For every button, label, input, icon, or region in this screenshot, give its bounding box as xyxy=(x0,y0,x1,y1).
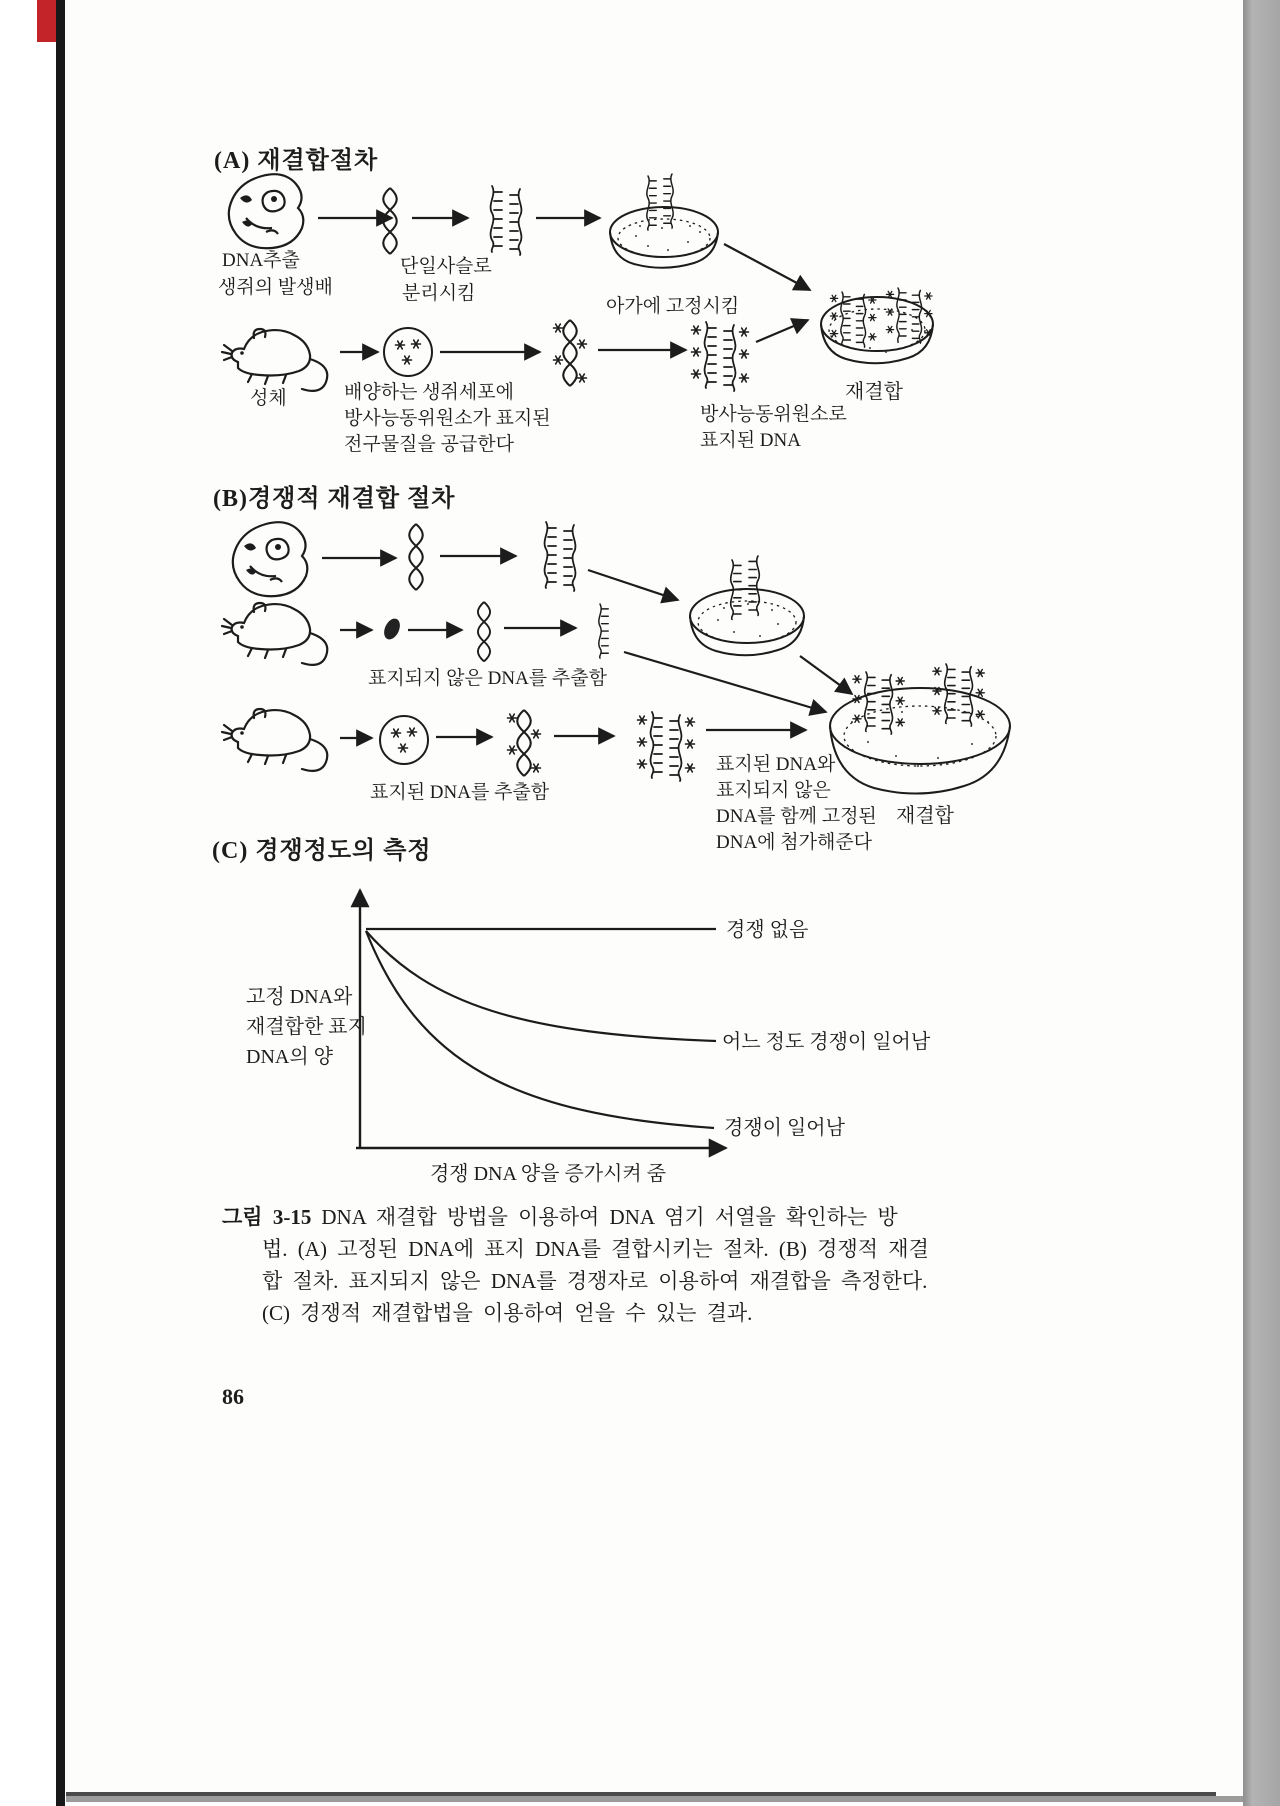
figure-caption xyxy=(222,1205,929,1325)
flow-arrow xyxy=(724,244,810,290)
page-number: 86 xyxy=(222,1384,244,1409)
unlabeled-extract-label: 표지되지 않은 DNA를 추출함 xyxy=(368,668,607,689)
dna-double-helix xyxy=(383,188,397,254)
culture-label-1: 배양하는 생쥐세포에 xyxy=(344,382,514,403)
adult-mouse-drawing xyxy=(222,603,327,665)
petri-dish-reassociation-a xyxy=(821,288,933,363)
mix-label-2: 표지되지 않은 xyxy=(716,780,831,801)
cultured-cell-with-isotope xyxy=(384,328,432,376)
labeled-cell-drawing xyxy=(380,716,428,764)
curve-label-some: 어느 정도 경쟁이 일어남 xyxy=(722,1031,931,1053)
flow-arrow xyxy=(756,320,808,342)
single-strand-label-1: 단일사슬로 xyxy=(400,256,492,277)
x-axis-label: 경쟁 DNA 양을 증가시켜 줌 xyxy=(429,1163,667,1185)
labeled-dna-helix xyxy=(554,320,587,386)
mix-label-4: DNA에 첨가해준다 xyxy=(716,832,873,853)
y-axis-label-3: DNA의 양 xyxy=(246,1046,333,1068)
labeled-single-strands xyxy=(638,712,695,781)
curve-label-none: 경쟁 없음 xyxy=(726,919,809,941)
labeled-extract-label: 표지된 DNA를 추출함 xyxy=(370,782,550,803)
caption-line-2: 법. (A) 고정된 DNA에 표지 DNA를 결합시키는 절차. (B) 경쟁적 재결 xyxy=(262,1237,929,1261)
adult-mouse-drawing xyxy=(222,709,327,771)
dna-double-helix xyxy=(478,602,490,661)
dna-double-helix xyxy=(409,524,423,590)
agar-label: 아가에 고정시킴 xyxy=(606,296,740,317)
single-strand-dna xyxy=(545,522,576,591)
embryo-label-2: 생쥐의 발생배 xyxy=(218,277,333,298)
section-b-heading: (B)경쟁적 재결합 절차 xyxy=(213,486,456,512)
reassociation-label-b: 재결합 xyxy=(896,805,954,827)
petri-dish-fixed-b xyxy=(690,556,804,655)
section-a-heading: (A) 재결합절차 xyxy=(214,148,379,174)
embryo-label-1: DNA추출 xyxy=(222,250,300,271)
mix-label-3: DNA를 함께 고정된 xyxy=(716,806,877,827)
labeled-dna-label-2: 표지된 DNA xyxy=(700,430,801,451)
caption-line-4: (C) 경쟁적 재결합법을 이용하여 얻을 수 있는 결과. xyxy=(262,1301,753,1325)
mouse-embryo-drawing xyxy=(233,522,308,596)
adult-label: 성체 xyxy=(250,388,287,409)
flow-arrow xyxy=(624,652,826,712)
section-c xyxy=(212,836,931,1185)
culture-label-2: 방사능동위원소가 표지된 xyxy=(344,408,551,429)
curve-strong-competition xyxy=(366,931,714,1128)
y-axis-label-1: 고정 DNA와 xyxy=(246,986,353,1008)
single-strand-label-2: 분리시킴 xyxy=(402,283,476,304)
mouse-embryo-drawing xyxy=(229,174,304,248)
adult-mouse-drawing xyxy=(222,329,327,391)
culture-label-3: 전구물질을 공급한다 xyxy=(344,434,514,455)
labeled-dna-helix xyxy=(508,710,541,776)
curve-label-strong: 경쟁이 일어남 xyxy=(724,1117,845,1139)
mix-label-1: 표지된 DNA와 xyxy=(716,754,836,775)
single-strand-dna xyxy=(491,186,522,255)
flow-arrow xyxy=(588,570,678,600)
section-b xyxy=(213,484,1010,853)
labeled-dna-label-1: 방사능동위원소로 xyxy=(700,404,847,425)
reassociation-label-a: 재결합 xyxy=(845,381,903,403)
curve-some-competition xyxy=(366,931,716,1041)
caption-line-3: 합 절차. 표지되지 않은 DNA를 경쟁자로 이용하여 재결합을 측정한다. xyxy=(262,1269,928,1293)
labeled-single-strands xyxy=(692,322,749,391)
petri-dish-reassociation-b xyxy=(830,664,1010,794)
section-a xyxy=(214,146,933,455)
caption-line-1: 그림 3-15 DNA 재결합 방법을 이용하여 DNA 염기 서열을 확인하는 방 xyxy=(222,1205,898,1229)
flow-arrow xyxy=(800,656,852,694)
section-c-heading: (C) 경쟁정도의 측정 xyxy=(212,838,432,864)
single-strand-dna xyxy=(599,604,608,658)
y-axis-label-2: 재결합한 표지 xyxy=(246,1016,367,1038)
tissue-organ-drawing xyxy=(381,616,403,642)
petri-dish-agar xyxy=(610,174,718,268)
